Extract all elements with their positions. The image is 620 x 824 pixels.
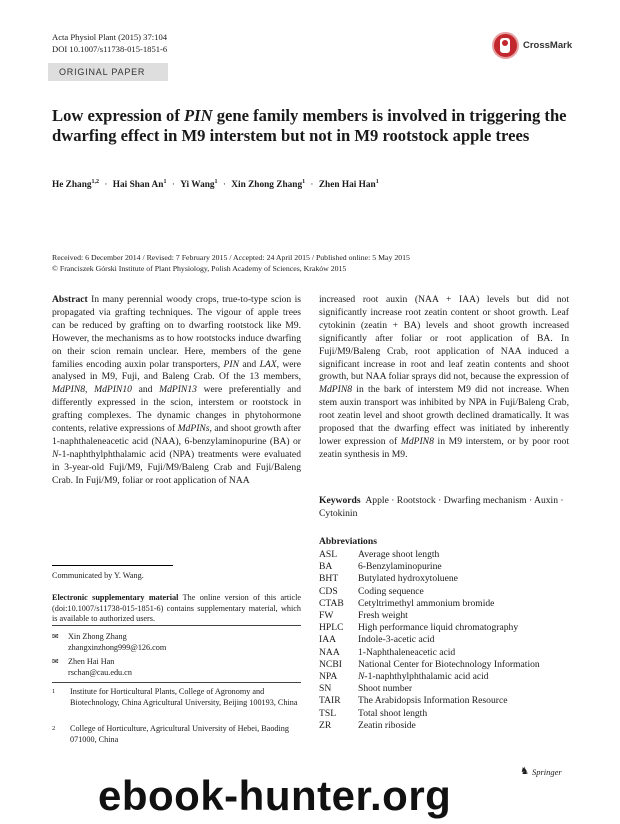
publisher-logo — [520, 766, 562, 777]
italic-term: LAX — [259, 358, 277, 370]
affiliation-1 — [52, 687, 301, 708]
crossmark-icon — [492, 32, 519, 59]
abbreviations-heading: Abbreviations — [319, 536, 377, 547]
abbreviation-row — [319, 659, 569, 671]
envelope-icon: ✉ — [52, 657, 59, 666]
abbreviation-value: Indole-3-acetic acid — [358, 634, 435, 646]
abbreviation-key: NPA — [319, 671, 338, 683]
article-type-badge: ORIGINAL PAPER — [48, 63, 168, 81]
doi: DOI 10.1007/s11738-015-1851-6 — [52, 44, 168, 54]
author-name[interactable]: Hai Shan An$^1$ — [112, 179, 167, 191]
abbreviation-key: SN — [319, 683, 332, 695]
abbreviation-row — [319, 647, 569, 659]
communicated-by: Communicated by Y. Wang. — [52, 571, 144, 580]
abbreviation-row — [319, 683, 569, 695]
abbreviation-key: BA — [319, 561, 333, 573]
abbreviation-value: Total shoot length — [358, 707, 428, 719]
contact-email[interactable]: zhangxinzhong999@126.com — [68, 642, 167, 652]
abbreviation-value: Coding sequence — [358, 585, 424, 597]
author-separator: · — [169, 180, 178, 191]
esm-doi-link[interactable]: 10.1007/s11738-015-1851-6 — [67, 603, 161, 613]
abbreviation-row — [319, 598, 569, 610]
author-affiliation-ref: 1,2 — [91, 179, 100, 185]
abstract-text-left: In many perennial woody crops, true-to-type scion is propagated via grafting techniques. The vigour of apple trees can be reduced by grafting on to dwarfing rootstock like M9. However, the mechanisms as to how rootstocks induce dwarfing on their scion remain unclear. Here, members of the gene families encoding auxin polar transporters, PIN and LAX, were analysed in M9, Fuji, and Baleng Crab. Of the 13 members, MdPIN8, MdPIN10 and MdPIN13 were preferentially and differently expressed in the scion, interstem or rootstock in grafting complexes. The dynamic changes in phytohormone contents, relative expressions of MdPINs, and shoot growth after 1-naphthaleneacetic acid (NAA), 6-benzylaminopurine (BA) or N-1-naphthylphthalamic acid (NPA) treatments were evaluated in 3-year-old Fuji/M9, Fuji/M9/Baleng Crab and Fuji/Baleng Crab. In Fuji/M9, foliar or root application of NAA — [52, 294, 302, 486]
abbreviation-value: Zeatin riboside — [358, 719, 416, 731]
abbreviation-value: High performance liquid chromatography — [358, 622, 519, 634]
contact-1 — [52, 632, 301, 653]
journal-info — [52, 31, 167, 55]
abbreviation-row — [319, 561, 569, 573]
abstract-left-column — [52, 294, 301, 488]
author-name[interactable]: Yi Wang$^1$ — [180, 179, 218, 191]
abbreviation-row — [319, 695, 569, 707]
abbreviation-value: Shoot number — [358, 683, 413, 695]
abbreviation-value: 1-Naphthaleneacetic acid — [358, 646, 456, 658]
abbreviation-key: NCBI — [319, 658, 342, 670]
abbreviation-row — [319, 634, 569, 646]
italic-term: MdPIN8 — [319, 384, 353, 396]
abbreviation-key: TAIR — [319, 695, 341, 707]
abbreviation-key: IAA — [319, 634, 337, 646]
abbreviation-row — [319, 586, 569, 598]
publication-dates — [52, 252, 572, 274]
author-separator: · — [220, 180, 229, 191]
keywords-text: Apple · Rootstock · Dwarfing mechanism · Auxin · Cytokinin — [319, 495, 564, 519]
author-separator: · — [102, 180, 110, 191]
italic-term: MdPIN10 — [94, 384, 132, 396]
contact-name: Xin Zhong Zhang — [68, 632, 127, 641]
crossmark-label: CrossMark — [523, 40, 573, 51]
affiliation-text: College of Horticulture, Agricultural University of Hebei, Baoding 071000, China — [70, 724, 289, 744]
springer-horse-icon: ♞ — [520, 766, 529, 777]
author-separator: · — [308, 180, 316, 191]
abstract-right-column — [319, 294, 569, 462]
abbreviation-value: Fresh weight — [358, 610, 408, 622]
abbreviation-row — [319, 708, 569, 720]
contact-2 — [52, 657, 301, 678]
abbreviation-value: Butylated hydroxytoluene — [358, 573, 458, 585]
abbreviation-value: N-1-naphthylphthalamic acid acid — [358, 671, 489, 683]
keywords-heading: Keywords — [319, 495, 361, 506]
abbreviation-key: TSL — [319, 707, 337, 719]
esm-heading: Electronic supplementary material — [52, 593, 179, 602]
abbreviation-key: ASL — [319, 549, 338, 560]
abbreviation-key: HPLC — [319, 622, 344, 634]
italic-term: PIN — [223, 358, 239, 370]
affiliation-number: 1 — [52, 688, 56, 695]
contact-name: Zhen Hai Han — [68, 657, 115, 666]
abbreviation-value: The Arabidopsis Information Resource — [358, 695, 508, 707]
affiliation-divider — [52, 682, 301, 683]
paper-title: Low expression of PIN gene family members is involved in triggering the dwarfing effect in M9 interstem but not in M9 rootstock apple trees — [52, 106, 567, 145]
abstract-heading: Abstract — [52, 294, 88, 305]
abbreviation-list — [319, 549, 569, 732]
abbreviation-row — [319, 549, 569, 561]
author-list — [52, 179, 379, 190]
abbreviation-value: 6-Benzylaminopurine — [358, 561, 442, 573]
italic-term: MdPINs — [177, 423, 210, 435]
contact-divider — [52, 625, 301, 626]
italic-term: MdPIN13 — [159, 384, 197, 396]
abbreviation-row — [319, 573, 569, 585]
abbreviation-row — [319, 671, 569, 683]
author-name[interactable]: Xin Zhong Zhang$^1$ — [231, 179, 306, 191]
author-affiliation-ref: 1 — [375, 179, 379, 185]
abbreviation-key: NAA — [319, 646, 340, 658]
keywords — [319, 494, 569, 520]
date-line: Received: 6 December 2014 / Revised: 7 February 2015 / Accepted: 24 April 2015 / Published online: 5 May 2015 — [52, 253, 410, 262]
abbreviation-key: BHT — [319, 573, 339, 585]
footnote-divider — [52, 565, 173, 566]
watermark: ebook-hunter.org — [98, 772, 452, 819]
abbreviation-key: FW — [319, 610, 334, 622]
author-name[interactable]: Zhen Hai Han$^1$ — [318, 179, 379, 191]
abbreviation-value: Cetyltrimethyl ammonium bromide — [358, 597, 495, 609]
author-name[interactable]: He Zhang$^{1,2}$ — [52, 179, 100, 191]
crossmark-badge[interactable] — [492, 32, 572, 59]
author-affiliation-ref: 1 — [302, 179, 306, 185]
abbreviation-key: ZR — [319, 719, 332, 731]
italic-term: MdPIN8 — [52, 384, 86, 396]
abbreviation-row — [319, 720, 569, 732]
affiliation-2 — [52, 724, 301, 745]
abbreviation-key: CTAB — [319, 597, 344, 609]
abstract-text-right: increased root auxin (NAA + IAA) levels but did not significantly increase root zeatin content or shoot growth. Leaf cytokinin (zeatin + BA) levels and shoot growth increased significantly after foliar or root application of BA. In Fuji/M9/Baleng Crab, root application of NAA induced a significant increase in root and leaf zeatin contents and shoot growth, but NAA foliar sprays did not, because the expression of MdPIN8 in the bark of interstem M9 did not increase. When stem auxin transport was inhibited by NPA in Fuji/Baleng Crab, root zeatin level and shoot growth declined dramatically. It was proposed that the dwarfing effect was initiated by inherently lower expression of MdPIN8 in M9 interstem, or by poor root zeatin synthesis in M9. — [319, 294, 569, 460]
abbreviation-key: CDS — [319, 585, 338, 597]
envelope-icon: ✉ — [52, 632, 59, 641]
author-affiliation-ref: 1 — [214, 179, 218, 185]
abbreviation-value: National Center for Biotechnology Information — [358, 658, 540, 670]
publisher-name: Springer — [531, 766, 562, 777]
abbreviation-row — [319, 610, 569, 622]
abbreviation-row — [319, 622, 569, 634]
affiliation-text: Institute for Horticultural Plants, College of Agronomy and Biotechnology, China Agricultural University, Beijing 100193, China — [70, 687, 298, 707]
supplementary-material-note: Electronic supplementary material The online version of this article (doi:10.1007/s11738-015-1851-6) contains supplementary material, which is available to authorized users. — [52, 593, 301, 624]
contact-email[interactable]: rschan@cau.edu.cn — [68, 667, 132, 677]
author-affiliation-ref: 1 — [163, 179, 167, 185]
journal-citation: Acta Physiol Plant (2015) 37:104 — [52, 32, 168, 42]
italic-term: MdPIN8 — [400, 435, 434, 447]
affiliation-number: 2 — [52, 725, 56, 732]
italic-term: N — [52, 448, 59, 460]
copyright-line: © Franciszek Górski Institute of Plant Physiology, Polish Academy of Sciences, Kraków 2015 — [52, 264, 347, 273]
abbreviations — [319, 535, 569, 732]
abbreviation-value: Average shoot length — [358, 549, 440, 560]
